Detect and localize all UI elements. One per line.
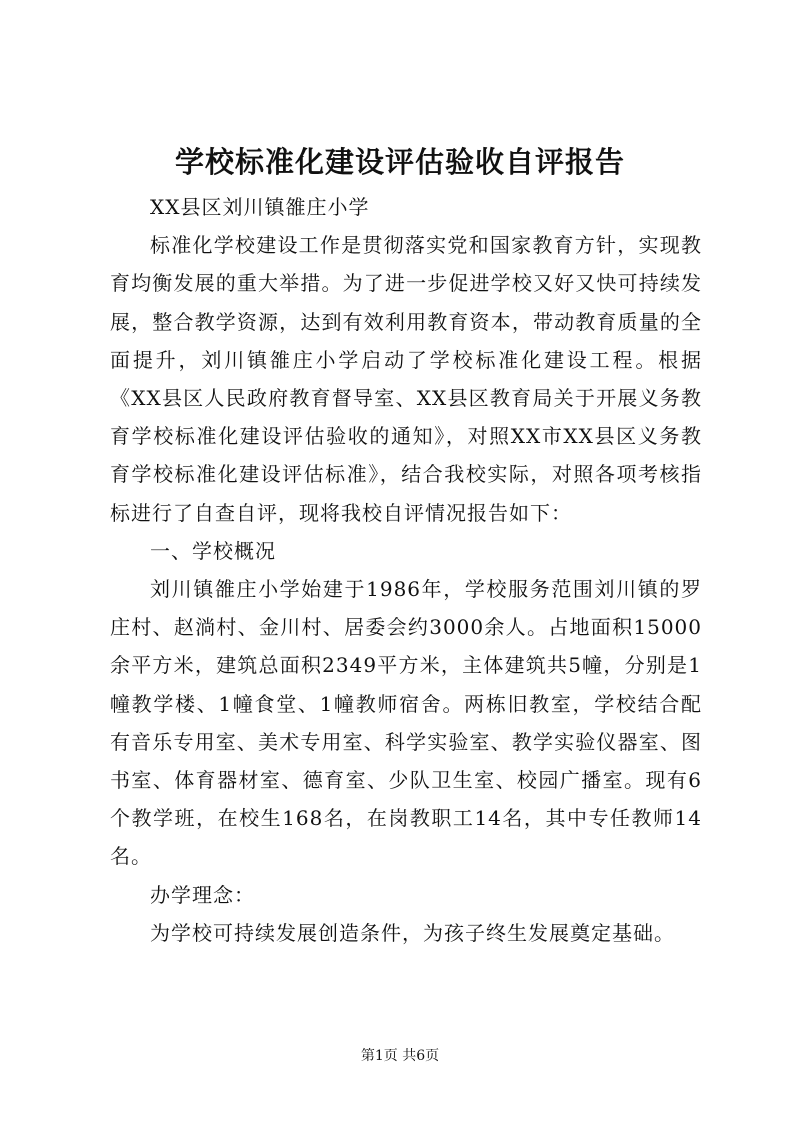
intro-paragraph: 标准化学校建设工作是贯彻落实党和国家教育方针，实现教育均衡发展的重大举措。为了进一步促进学校又好又快可持续发展，整合教学资源，达到有效利用教育资本，带动教育质量的全面提升，刘川镇雒庄小学启动了学校标准化建设工程。根据《XX县区人民政府教育督导室、XX县区教育局关于开展义务教育学校标准化建设评估验收的通知》，对照XX市XX县区义务教育学校标准化建设评估标准》，结合我校实际，对照各项考核指标进行了自查自评，现将我校自评情况报告如下： bbox=[110, 233, 702, 525]
document-title: 学校标准化建设评估验收自评报告 bbox=[174, 145, 625, 179]
school-name-line: XX县区刘川镇雒庄小学 bbox=[150, 195, 370, 219]
philosophy-paragraph: 为学校可持续发展创造条件，为孩子终生发展奠定基础。 bbox=[150, 920, 675, 945]
overview-paragraph: 刘川镇雒庄小学始建于1986年，学校服务范围刘川镇的罗庄村、赵淌村、金川村、居委会约3000余人。占地面积15000余平方米，建筑总面积2349平方米，主体建筑共5幢，分别是1幢教学楼、1幢食堂、1幢教师宿舍。两栋旧教室，学校结合配有音乐专用室、美术专用室、科学实验室、教学实验仪器室、图书室、体育器材室、德育室、少队卫生室、校园广播室。现有6个教学班，在校生168名，在岗教职工14名，其中专任教师14名。 bbox=[110, 577, 702, 869]
philosophy-heading: 办学理念： bbox=[150, 882, 255, 907]
section-heading-overview: 一、学校概况 bbox=[150, 538, 276, 563]
document-body bbox=[110, 188, 702, 952]
page-footer: 第1页 共6页 bbox=[360, 1048, 440, 1064]
